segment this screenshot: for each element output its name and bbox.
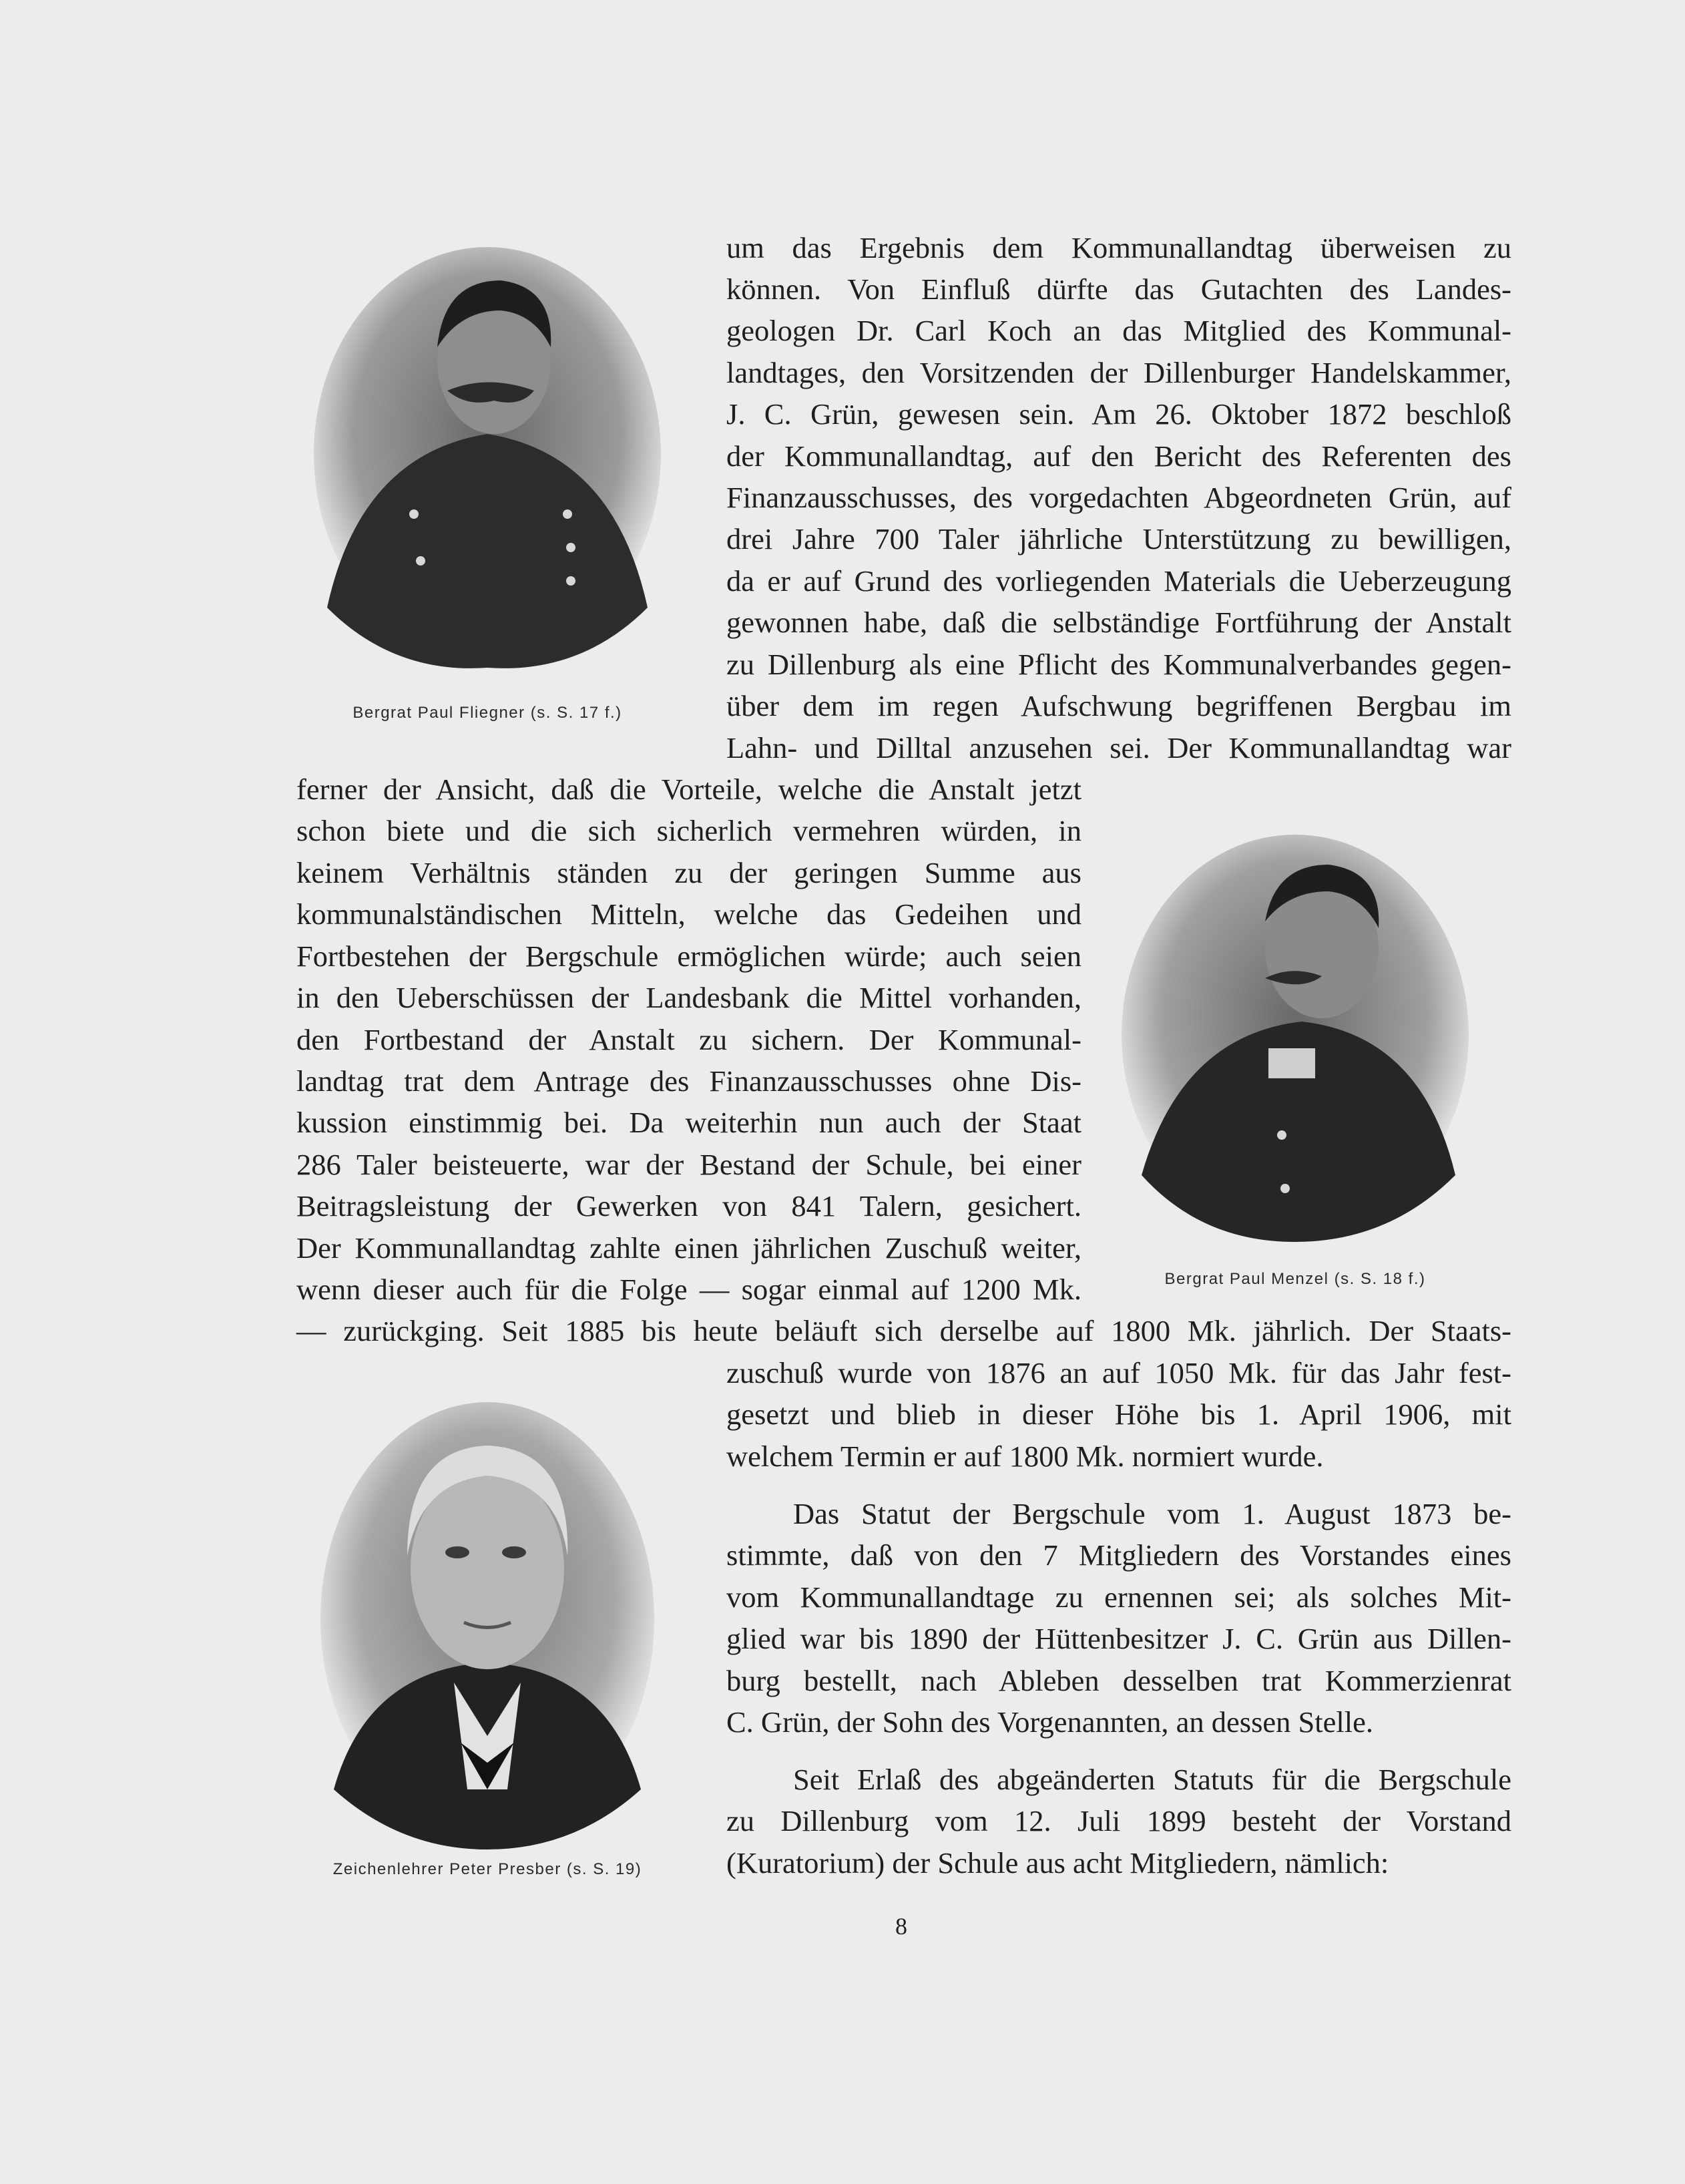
body-line: Seit Erlaß des abgeänderten Statuts für die Bergschule bbox=[793, 1763, 1511, 1796]
body-line: wenn dieser auch für die Folge — sogar einmal auf 1200 Mk. bbox=[296, 1273, 1081, 1306]
body-line: kussion einstimmig bei. Da weiterhin nun auch der Staat bbox=[296, 1106, 1081, 1139]
body-line: zu Dillenburg als eine Pflicht des Kommunalverbandes gegen- bbox=[726, 648, 1511, 681]
body-line: landtag trat dem Antrage des Finanzausschusses ohne Dis- bbox=[296, 1064, 1081, 1098]
body-line: stimmte, daß von den 7 Mitgliedern des Vorstandes eines bbox=[726, 1538, 1511, 1572]
body-line: der Kommunallandtag, auf den Bericht des Referenten des bbox=[726, 439, 1511, 473]
body-line: glied war bis 1890 der Hüttenbesitzer J. C. Grün aus Dillen- bbox=[726, 1622, 1511, 1655]
body-line: Der Kommunallandtag zahlte einen jährlichen Zuschuß weiter, bbox=[296, 1231, 1081, 1265]
portrait-presber-photo bbox=[307, 1389, 668, 1849]
body-line: um das Ergebnis dem Kommunallandtag überweisen zu bbox=[726, 231, 1511, 264]
portrait-menzel bbox=[1108, 828, 1482, 1255]
body-line: — zurückging. Seit 1885 bis heute beläuft sich derselbe auf 1800 Mk. jährlich. Der Staats- bbox=[296, 1314, 1511, 1347]
caption-fliegner: Bergrat Paul Fliegner (s. S. 17 f.) bbox=[352, 704, 622, 722]
body-line: geologen Dr. Carl Koch an das Mitglied des Kommunal- bbox=[726, 314, 1511, 347]
body-line: Fortbestehen der Bergschule ermöglichen würde; auch seien bbox=[296, 939, 1081, 973]
body-line: C. Grün, der Sohn des Vorgenannten, an dessen Stelle. bbox=[726, 1705, 1373, 1739]
body-line: können. Von Einfluß dürfte das Gutachten des Landes- bbox=[726, 272, 1511, 306]
body-line: Das Statut der Bergschule vom 1. August 1873 be- bbox=[793, 1497, 1511, 1530]
body-line: da er auf Grund des vorliegenden Materials die Ueberzeugung bbox=[726, 564, 1511, 598]
body-line: keinem Verhältnis ständen zu der geringen Summe aus bbox=[296, 856, 1081, 889]
body-line: drei Jahre 700 Taler jährliche Unterstützung zu bewilligen, bbox=[726, 522, 1511, 556]
body-line: in den Ueberschüssen der Landesbank die Mittel vorhanden, bbox=[296, 981, 1081, 1014]
body-line: zuschuß wurde von 1876 an auf 1050 Mk. für das Jahr fest- bbox=[726, 1356, 1511, 1389]
portrait-fliegner bbox=[300, 234, 674, 688]
body-line: ferner der Ansicht, daß die Vorteile, welche die Anstalt jetzt bbox=[296, 773, 1081, 806]
body-line: über dem im regen Aufschwung begriffenen Bergbau im bbox=[726, 689, 1511, 722]
body-line: vom Kommunallandtage zu ernennen sei; als solches Mit- bbox=[726, 1580, 1511, 1614]
body-line: (Kuratorium) der Schule aus acht Mitgliedern, nämlich: bbox=[726, 1846, 1389, 1880]
body-line: gewonnen habe, daß die selbständige Fortführung der Anstalt bbox=[726, 606, 1511, 639]
body-line: burg bestellt, nach Ableben desselben trat Kommerzienrat bbox=[726, 1664, 1511, 1697]
body-line: kommunalständischen Mitteln, welche das Gedeihen und bbox=[296, 897, 1081, 931]
page-number: 8 bbox=[895, 1913, 907, 1940]
portrait-presber bbox=[307, 1389, 668, 1849]
body-line: zu Dillenburg vom 12. Juli 1899 besteht der Vorstand bbox=[726, 1804, 1511, 1837]
body-line: J. C. Grün, gewesen sein. Am 26. Oktober 1872 beschloß bbox=[726, 397, 1511, 431]
body-line: 286 Taler beisteuerte, war der Bestand der Schule, bei einer bbox=[296, 1148, 1081, 1181]
body-line: welchem Termin er auf 1800 Mk. normiert wurde. bbox=[726, 1440, 1324, 1473]
caption-menzel: Bergrat Paul Menzel (s. S. 18 f.) bbox=[1164, 1270, 1426, 1288]
body-line: schon biete und die sich sicherlich vermehren würden, in bbox=[296, 814, 1081, 847]
body-line: Beitragsleistung der Gewerken von 841 Talern, gesichert. bbox=[296, 1189, 1081, 1223]
body-line: Finanzausschusses, des vorgedachten Abgeordneten Grün, auf bbox=[726, 481, 1511, 514]
portrait-fliegner-photo bbox=[300, 234, 674, 688]
body-line: landtages, den Vorsitzenden der Dillenburger Handelskammer, bbox=[726, 356, 1511, 389]
body-line: Lahn- und Dilltal anzusehen sei. Der Kommunallandtag war bbox=[726, 731, 1511, 765]
body-line: den Fortbestand der Anstalt zu sichern. Der Kommunal- bbox=[296, 1023, 1081, 1056]
portrait-menzel-photo bbox=[1108, 828, 1482, 1255]
caption-presber: Zeichenlehrer Peter Presber (s. S. 19) bbox=[332, 1860, 642, 1878]
body-line: gesetzt und blieb in dieser Höhe bis 1. April 1906, mit bbox=[726, 1397, 1511, 1431]
